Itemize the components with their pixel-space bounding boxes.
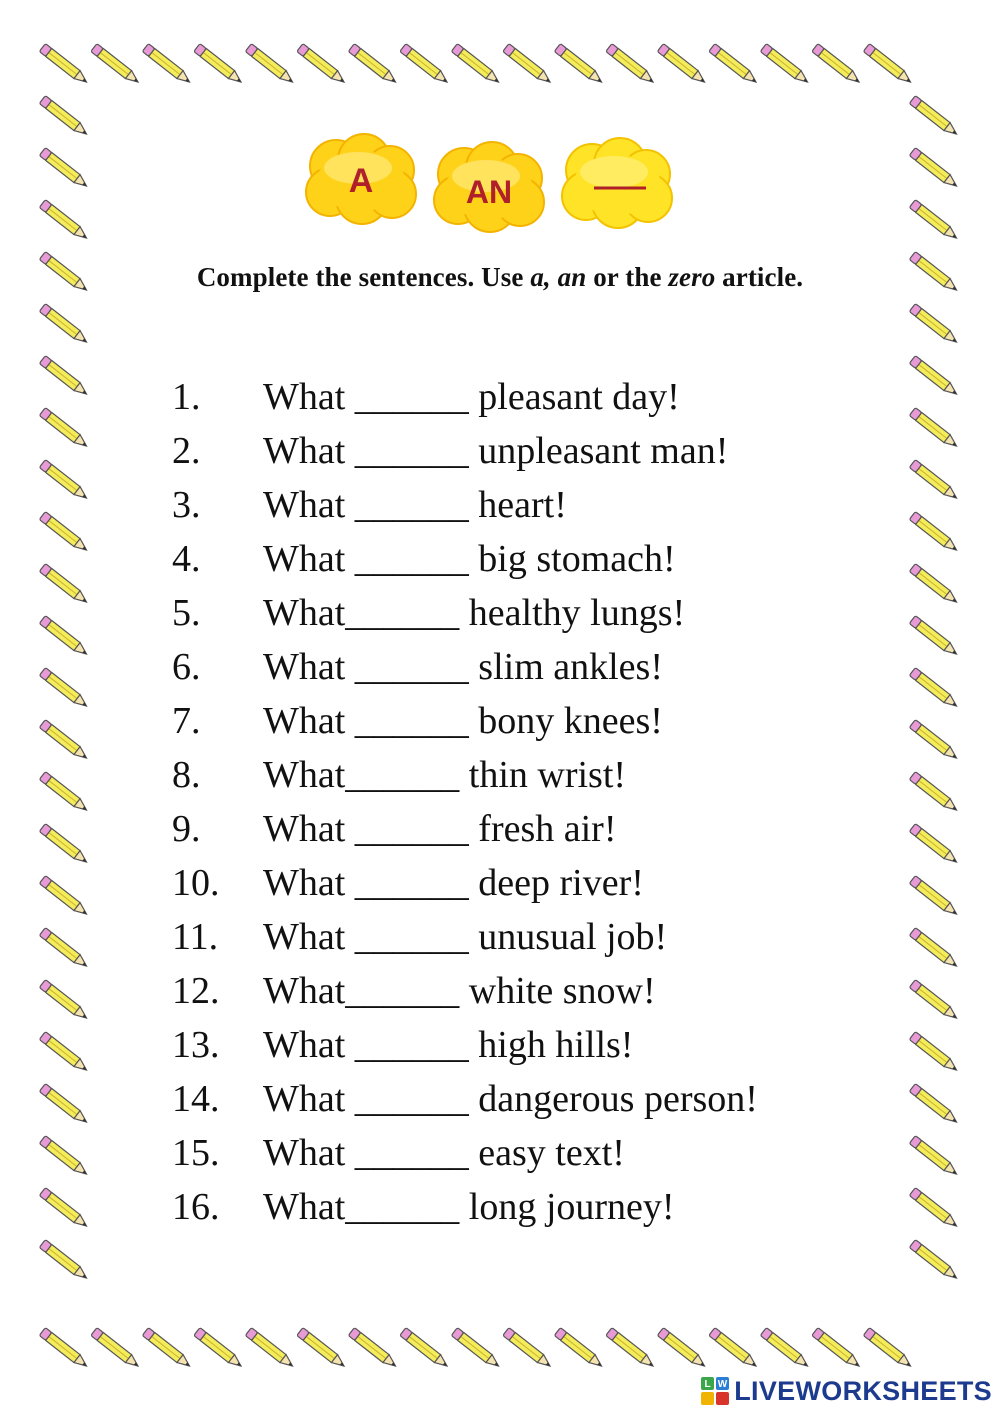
exercise-item (0, 586, 1000, 640)
exercise-item (0, 694, 1000, 748)
exercise-item (0, 640, 1000, 694)
exercise-number: 15. (172, 1132, 220, 1174)
exercise-item (0, 964, 1000, 1018)
pencil-icon (348, 1328, 398, 1370)
exercise-number: 11. (172, 916, 219, 958)
pencil-icon (709, 44, 759, 86)
exercise-item (0, 802, 1000, 856)
exercise-number: 8. (172, 754, 201, 796)
exercise-sentence[interactable]: What ______ bony knees! (263, 700, 663, 742)
pencil-icon (451, 1328, 501, 1370)
exercise-number: 4. (172, 538, 201, 580)
pencil-icon (657, 1328, 707, 1370)
pencil-icon (812, 1328, 862, 1370)
pencil-icon (909, 148, 959, 190)
exercise-sentence[interactable]: What ______ big stomach! (263, 538, 676, 580)
exercise-item (0, 910, 1000, 964)
pencil-icon (142, 1328, 192, 1370)
exercise-number: 14. (172, 1078, 220, 1120)
pencil-icon (348, 44, 398, 86)
pencil-icon (909, 96, 959, 138)
instructions-zero: zero (668, 262, 716, 292)
badge-zero (556, 136, 678, 234)
exercise-sentence[interactable]: What ______ deep river! (263, 862, 644, 904)
badge-an-label: AN (465, 174, 513, 210)
pencil-icon (194, 44, 244, 86)
exercise-item (0, 478, 1000, 532)
exercise-item (0, 1180, 1000, 1234)
pencil-icon (400, 44, 450, 86)
pencil-icon (400, 1328, 450, 1370)
exercise-sentence[interactable]: What ______ heart! (263, 484, 567, 526)
exercise-number: 12. (172, 970, 220, 1012)
exercise-item (0, 1072, 1000, 1126)
exercise-number: 2. (172, 430, 201, 472)
exercise-number: 3. (172, 484, 201, 526)
pencil-icon (91, 44, 141, 86)
instructions-part1: Complete the sentences. Use (196, 262, 531, 292)
pencil-icon (760, 1328, 810, 1370)
pencil-icon (39, 44, 89, 86)
instructions-part2: or the (586, 262, 669, 292)
exercise-number: 10. (172, 862, 220, 904)
cloud-badge-icon (556, 136, 678, 234)
badge-a (300, 132, 422, 230)
exercise-item (0, 424, 1000, 478)
exercise-sentence[interactable]: What______ thin wrist! (263, 754, 627, 796)
exercise-sentence[interactable]: What ______ dangerous person! (263, 1078, 758, 1120)
exercise-number: 13. (172, 1024, 220, 1066)
exercise-sentence[interactable]: What ______ high hills! (263, 1024, 634, 1066)
liveworksheets-brand: LIVEWORKSHEETS (734, 1375, 992, 1406)
pencil-icon (39, 148, 89, 190)
exercise-number: 1. (172, 376, 201, 418)
exercise-sentence[interactable]: What ______ unpleasant man! (263, 430, 729, 472)
exercise-item (0, 532, 1000, 586)
pencil-icon (909, 200, 959, 242)
pencil-icon (606, 44, 656, 86)
exercise-sentence[interactable]: What______ long journey! (263, 1186, 675, 1228)
exercise-item (0, 1126, 1000, 1180)
exercise-sentence[interactable]: What ______ easy text! (263, 1132, 625, 1174)
pencil-icon (554, 1328, 604, 1370)
pencil-icon (760, 44, 810, 86)
pencil-icon (39, 1240, 89, 1282)
pencil-icon (812, 44, 862, 86)
pencil-icon (451, 44, 501, 86)
pencil-icon (503, 1328, 553, 1370)
exercise-item (0, 1018, 1000, 1072)
pencil-icon (39, 1328, 89, 1370)
instructions-a: a, (530, 262, 551, 292)
pencil-icon (297, 44, 347, 86)
exercise-number: 5. (172, 592, 201, 634)
pencil-icon (909, 304, 959, 346)
instructions-an: an (557, 262, 587, 292)
exercise-sentence[interactable]: What______ white snow! (263, 970, 656, 1012)
instructions-part3: article. (715, 262, 804, 292)
pencil-icon (91, 1328, 141, 1370)
pencil-icon (863, 1328, 913, 1370)
pencil-icon (554, 44, 604, 86)
instructions (0, 262, 1000, 293)
exercise-number: 16. (172, 1186, 220, 1228)
pencil-icon (39, 96, 89, 138)
exercise-sentence[interactable]: What______ healthy lungs! (263, 592, 686, 634)
svg-text:W: W (718, 1379, 728, 1390)
exercise-number: 7. (172, 700, 201, 742)
pencil-icon (709, 1328, 759, 1370)
exercise-sentence[interactable]: What ______ pleasant day! (263, 376, 680, 418)
svg-text:L: L (704, 1379, 711, 1390)
exercise-number: 6. (172, 646, 201, 688)
exercise-item (0, 856, 1000, 910)
pencil-icon (39, 304, 89, 346)
pencil-icon (245, 44, 295, 86)
liveworksheets-logo-icon (700, 1376, 730, 1406)
liveworksheets-logo[interactable] (700, 1373, 992, 1409)
pencil-icon (657, 44, 707, 86)
instructions-space (551, 262, 558, 292)
badge-an (428, 140, 550, 238)
pencil-icon (39, 200, 89, 242)
exercise-item (0, 370, 1000, 424)
badge-a-label: A (348, 162, 374, 200)
exercise-item (0, 748, 1000, 802)
pencil-icon (503, 44, 553, 86)
pencil-icon (194, 1328, 244, 1370)
pencil-icon (606, 1328, 656, 1370)
exercise-sentence[interactable]: What ______ unusual job! (263, 916, 668, 958)
exercise-sentence[interactable]: What ______ slim ankles! (263, 646, 663, 688)
pencil-icon (245, 1328, 295, 1370)
pencil-icon (863, 44, 913, 86)
pencil-icon (142, 44, 192, 86)
exercise-number: 9. (172, 808, 201, 850)
pencil-icon (909, 1240, 959, 1282)
exercise-sentence[interactable]: What ______ fresh air! (263, 808, 617, 850)
pencil-icon (297, 1328, 347, 1370)
